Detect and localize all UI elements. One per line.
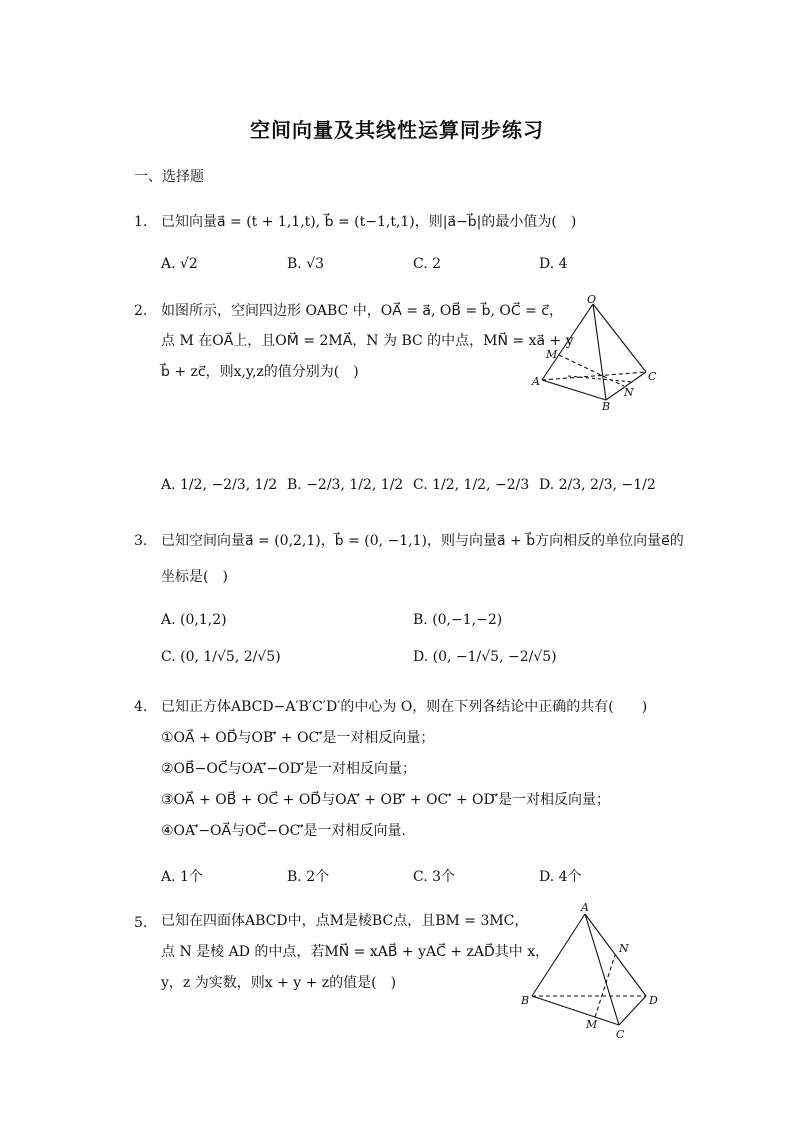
question-text-line-1: 已知空间向量a⃗ = (0,2,1)，b⃗ = (0, −1,1)，则与向量a⃗ + b⃗方向相反的单位向量e⃗的: [161, 533, 684, 549]
question-text-line-1: 如图所示，空间四边形 OABC 中，OA⃗ = a⃗, OB⃗ = b⃗, OC⃗ = c⃗，: [161, 303, 563, 319]
label-c: C: [648, 370, 657, 383]
question-text-line-1: 已知正方体ABCD−A′B′C′D′的中心为 O，则在下列各结论中正确的共有( ): [161, 699, 648, 715]
label-n: N: [619, 942, 629, 955]
section-heading: 一、选择题: [134, 169, 204, 185]
label-m: M: [586, 1018, 598, 1031]
label-o: O: [587, 293, 597, 306]
option-b: B. −2/3, 1/2, 1/2: [287, 477, 404, 493]
question-number: 5.: [134, 915, 148, 931]
label-n: N: [624, 386, 634, 399]
option-a: A. (0,1,2): [161, 612, 227, 628]
statement-4: ④OA′⃗−OA⃗与OC⃗−OC′⃗是一对相反向量．: [161, 823, 416, 839]
option-c: C. 3个: [413, 869, 456, 885]
label-a: A: [532, 375, 540, 388]
option-d: D. 2/3, 2/3, −1/2: [539, 477, 656, 493]
option-b: B. 2个: [287, 869, 330, 885]
question-number: 1.: [134, 214, 148, 230]
option-b: B. √3: [287, 256, 325, 272]
page-title: 空间向量及其线性运算同步练习: [250, 118, 544, 142]
question-number: 3.: [134, 533, 148, 549]
question-text-line-2: 点 M 在OA⃗上，且OM⃗ = 2MA⃗，N 为 BC 的中点，MN⃗ = xa⃗ + y: [161, 333, 574, 349]
question-text-line-2: 坐标是( ): [161, 569, 228, 585]
option-d: D. 4: [539, 256, 568, 272]
question-text-line-3: y，z 为实数，则x + y + z的值是( ): [161, 975, 397, 991]
question-number: 4.: [134, 699, 148, 715]
tetrahedron-figure: [528, 292, 668, 412]
label-b: B: [602, 400, 611, 412]
option-d: D. 4个: [539, 869, 582, 885]
label-b: B: [521, 994, 530, 1007]
option-a: A. √2: [161, 256, 198, 272]
label-c: C: [616, 1028, 625, 1041]
statement-3: ③OA⃗ + OB⃗ + OC⃗ + OD⃗与OA′⃗ + OB′⃗ + OC′⃗ + OD′⃗是一对相反向量；: [161, 792, 610, 808]
option-d: D. (0, −1/√5, −2/√5): [413, 649, 557, 665]
question-text-line-3: b⃗ + zc⃗，则x,y,z的值分别为( ): [161, 364, 359, 380]
tetrahedron-figure: [518, 900, 668, 1042]
option-b: B. (0,−1,−2): [413, 612, 503, 628]
option-a: A. 1/2, −2/3, 1/2: [161, 477, 278, 493]
question-text-line-2: 点 N 是棱 AD 的中点，若MN⃗ = xAB⃗ + yAC⃗ + zAD⃗其中 x，: [161, 944, 550, 960]
question-text-line-1: 已知在四面体ABCD中，点M是棱BC点，且BM = 3MC，: [161, 913, 529, 929]
label-m: M: [546, 348, 558, 361]
question-number: 2.: [134, 303, 148, 319]
label-a: A: [581, 901, 589, 914]
option-c: C. 2: [413, 256, 442, 272]
option-c: C. (0, 1/√5, 2/√5): [161, 649, 281, 665]
option-c: C. 1/2, 1/2, −2/3: [413, 477, 530, 493]
label-d: D: [649, 994, 658, 1007]
statement-2: ②OB⃗−OC⃗与OA′⃗−OD′⃗是一对相反向量；: [161, 761, 416, 777]
statement-1: ①OA⃗ + OD⃗与OB′⃗ + OC′⃗是一对相反向量；: [161, 730, 435, 746]
option-a: A. 1个: [161, 869, 203, 885]
question-text: 已知向量a⃗ = (t + 1,1,t), b⃗ = (t−1,t,1)，则|a⃗−b⃗|的最小值为( ): [161, 214, 577, 230]
